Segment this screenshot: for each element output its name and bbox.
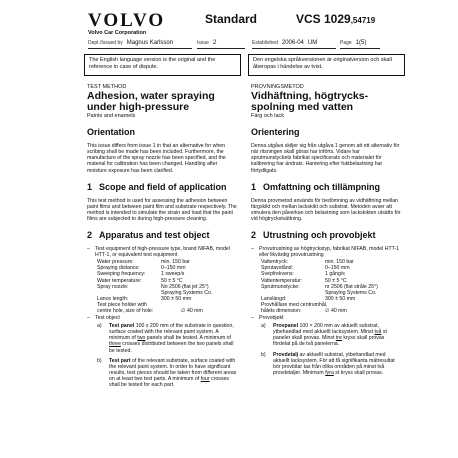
spec-value: 300 ± 50 mm: [161, 295, 192, 302]
spec-key: Sprutmunstycke:: [261, 283, 300, 290]
item-text: panels shall be tested. A minimum of: [145, 335, 231, 342]
section-title: Utrustning och provobjekt: [263, 230, 376, 241]
spec-value: ∅ 40 mm: [181, 307, 203, 314]
spec-key: Lanslängd:: [261, 295, 287, 302]
item-text: of the relevant substrate, surface coated with the relevant paint system. In order to have significant results, test pieces should be taken from different areas on at least two test parts. A minimum of: [109, 357, 237, 382]
section-1-heading: [251, 182, 401, 192]
test-object-item-a: [87, 323, 237, 353]
meta-divider: [197, 48, 245, 49]
spec-key: Sprutavstånd:: [261, 265, 294, 272]
equipment-bullet: – Provutrustning av högtryckstyp, fabrikat NIFAB, model HTT-1 eller likvärdig provutrustning: [251, 246, 401, 258]
standard-number: [296, 12, 375, 26]
orientation-text: This issue differs from issue 1 in that an alternative for when scribing shall be made has been included. Furthermore, the manufacture of the spray nozzle has been specified, and the material for calibration has been changed. Handling after moisture exposure has been clarified.: [87, 143, 226, 174]
spec-value: 0–150 mm: [161, 265, 186, 272]
corporation-name: Volvo Car Corporation: [88, 30, 147, 36]
spec-value: No 2506 (flat jet 25°): [161, 283, 209, 290]
spec-value: 1 gång/s: [325, 271, 345, 278]
english-column: [87, 84, 237, 392]
item-text: crosses shall be tested for each part.: [109, 375, 229, 388]
spec-key: Sweeping frequency:: [97, 271, 146, 278]
item-term: Provdetalj: [273, 351, 299, 358]
standard-label: Standard: [205, 12, 258, 26]
equipment-bullet: – Test equipment of high-pressure type, brand NIFAB, model HTT-1, or equivalent test equipment: [87, 246, 237, 258]
meta-divider: [88, 48, 192, 49]
spec-value: ∅ 40 mm: [325, 307, 347, 314]
standard-number-main: VCS 1029: [296, 12, 351, 26]
spec-key: Spray nozzle:: [97, 283, 129, 290]
issued-by-label: Dept./Issued by: [88, 40, 123, 46]
spec-value: Spraying Systems Co.: [161, 289, 213, 296]
swedish-notice-text: Den engelska språkversionen är originalversion och skall åberopas i händelse av tvist.: [253, 57, 392, 70]
test-object-bullet: – Provobjekt: [251, 315, 401, 321]
spec-key: Provhållare med centrumhål,: [261, 301, 328, 308]
issue-label: Issue: [197, 40, 209, 46]
established-by-value: UM: [307, 40, 318, 46]
spec-key: Vattentryck:: [261, 259, 289, 266]
page-label: Page: [340, 40, 352, 46]
spec-value: min. 150 bar: [325, 259, 354, 266]
equipment-spec-list: [97, 259, 237, 314]
orientation-heading: [251, 127, 401, 137]
item-term: Test part: [109, 357, 131, 364]
item-text: av aktuellt substrat, ytbehandlad med aktuellt lacksystem. För att få signifikanta mätresultat bör provbitar tas från olika områden på minst två provdetaljer. Minimum: [273, 351, 395, 376]
spec-row: [97, 308, 237, 314]
item-emphasis: fyra: [325, 369, 334, 376]
section-1-text: Denna provmetod används för bedömning av vidhäftning mellan färgskikt och mellan lackskikt och substrat. Metoden avser att simulera den påverkan och belastning som lackskikten utsätts för vid högtryckstvättning.: [251, 197, 401, 222]
item-text: kryss skall provas fördelat på de två panelerna.: [273, 335, 385, 348]
orientation-heading-text: Orientering: [251, 127, 300, 138]
page-value: 1(5): [355, 40, 367, 46]
method-label: PROVNINGSMETOD: [251, 84, 304, 90]
established-label: Established: [252, 40, 278, 46]
item-emphasis: two: [137, 335, 146, 342]
meta-divider: [252, 48, 336, 49]
spec-value: 50 ± 5 °C: [325, 277, 347, 284]
item-text: 100 x 200 mm of the substrate in question, surface coated with the relevant paint system. A minimum of: [109, 323, 234, 342]
document-subtitle: Paints and enamels: [87, 113, 136, 120]
document-subtitle: Färg och lack: [251, 113, 285, 120]
item-letter: b): [261, 351, 266, 358]
orientation-text: Denna utgåva skiljer sig från utgåva 1 genom att ett alternativ för när ritsningen skall göras har införts. Vidare har sprutmunstyckets fabrikat specificerats och materialet för kalibrering har ändrats. Hantering efter fuktbelastning har förtydligats.: [251, 143, 400, 174]
section-number: 1: [87, 181, 93, 192]
section-title: Apparatus and test object: [99, 230, 210, 241]
meta-issue: [197, 39, 216, 47]
issue-value: 2: [212, 40, 217, 46]
swedish-column: [251, 84, 401, 380]
section-title: Omfattning och tillämpning: [263, 181, 380, 192]
test-object-item-b: [87, 358, 237, 388]
item-emphasis: four: [200, 375, 210, 382]
section-number: 2: [87, 230, 93, 241]
spec-key: Lance length:: [97, 295, 129, 302]
item-term: Provpanel: [273, 323, 299, 330]
spec-value: 1 sweep/s: [161, 271, 185, 278]
spec-value: min. 150 bar: [161, 259, 190, 266]
item-text: crosses distributed between the two panels shall be tested.: [109, 341, 234, 354]
spec-key: Vattentemperatur:: [261, 277, 303, 284]
item-letter: a): [97, 323, 102, 330]
equipment-spec-list: [261, 259, 401, 314]
spec-key: Svepfrekvens:: [261, 271, 294, 278]
document-title-line2: under high-pressure: [87, 101, 190, 114]
established-value: 2006-04: [281, 40, 304, 46]
test-object-item-a: [251, 323, 401, 347]
document-title-line1: Vidhäftning, högtrycks-: [251, 90, 369, 103]
spec-value: Spraying Systems Co.: [325, 289, 377, 296]
section-2-heading: [251, 230, 401, 240]
orientation-heading: [87, 127, 237, 137]
issued-by-value: Magnus Karlsson: [126, 40, 174, 46]
section-1-heading: [87, 182, 237, 192]
meta-established: [252, 39, 317, 47]
meta-page: [340, 39, 366, 47]
spec-row: [261, 308, 401, 314]
item-emphasis: three: [109, 341, 121, 348]
method-label: TEST METHOD: [87, 84, 127, 90]
item-letter: a): [261, 323, 266, 330]
orientation-heading-text: Orientation: [87, 127, 136, 138]
section-title: Scope and field of application: [99, 181, 227, 192]
spec-value: nr 2506 (flat stråle 25°): [325, 283, 378, 290]
standard-number-suffix: ,54719: [350, 16, 376, 25]
spec-value: 50 ± 5 °C: [161, 277, 183, 284]
item-emphasis: två: [374, 329, 382, 336]
volvo-logo: VOLVO: [88, 10, 166, 31]
spec-key: Water temperature:: [97, 277, 142, 284]
english-notice-box: [84, 54, 241, 76]
section-1-text: This test method is used for assessing the adhesion between paint films and between paint film and substrate respectively. The method is intended to simulate the strain and load that the paint films are subjected to during high-pressure cleaning.: [87, 197, 237, 222]
test-object-bullet: – Test object: [87, 315, 237, 321]
item-text: 100 × 200 mm av aktuellt substrat, ytbehandlad med aktuellt lacksystem. Minst: [273, 323, 379, 336]
english-notice-text: The English language version is the original and the reference in case of dispute.: [89, 57, 216, 70]
spec-key: Test piece holder with: [97, 301, 147, 308]
document-title-line1: Adhesion, water spraying: [87, 90, 215, 103]
meta-divider: [340, 48, 380, 49]
spec-key: hålets dimension:: [261, 307, 302, 314]
test-object-item-b: [251, 352, 401, 376]
item-emphasis: tre: [335, 335, 342, 342]
section-number: 2: [251, 230, 257, 241]
swedish-notice-box: [248, 54, 405, 76]
item-text: st kryss skall provas.: [333, 369, 384, 376]
spec-key: Water pressure:: [97, 259, 134, 266]
spec-key: centre hole, size of hole:: [97, 307, 154, 314]
item-letter: b): [97, 357, 102, 364]
spec-value: 0–150 mm: [325, 265, 350, 272]
spec-key: Spraying distance:: [97, 265, 140, 272]
meta-issued-by: [88, 39, 173, 47]
item-term: Test panel: [109, 323, 135, 330]
section-2-heading: [87, 230, 237, 240]
document-title-line2: spolning med vatten: [251, 101, 354, 114]
item-text: st paneler skall provas. Minst: [273, 329, 387, 342]
spec-value: 300 ± 50 mm: [325, 295, 356, 302]
section-number: 1: [251, 181, 257, 192]
